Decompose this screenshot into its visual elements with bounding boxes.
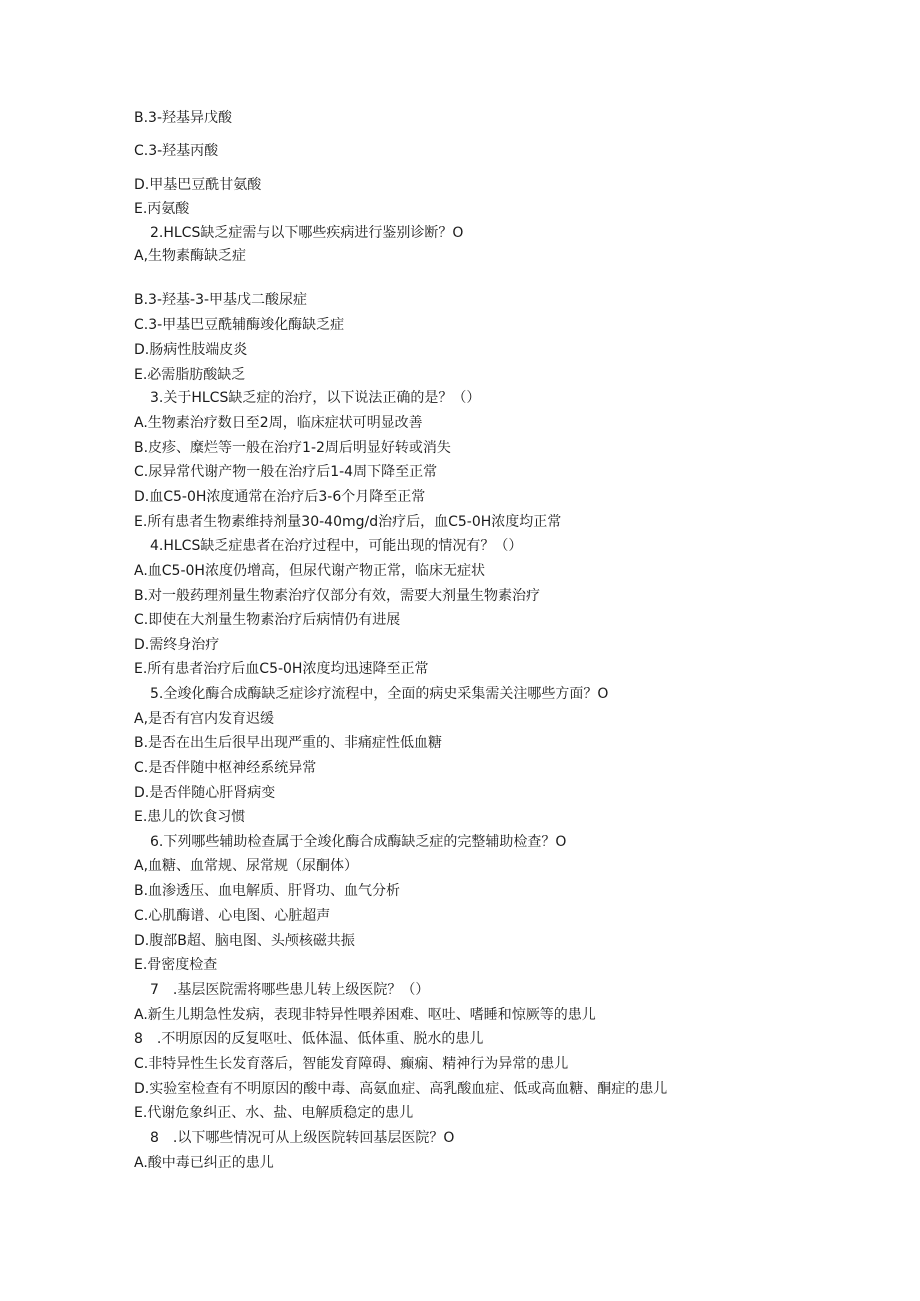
option-b-q6: B.血渗透压、血电解质、肝肾功、血气分析	[134, 883, 401, 899]
question-8: 8 .以下哪些情况可从上级医院转回基层医院？O	[150, 1130, 455, 1146]
question-4: 4.HLCS缺乏症患者在治疗过程中，可能出现的情况有？（）	[150, 538, 523, 554]
question-2: 2.HLCS缺乏症需与以下哪些疾病进行鉴别诊断？O	[150, 225, 464, 241]
question-7: 7 .基层医院需将哪些患儿转上级医院？（）	[150, 982, 430, 998]
option-e-q4: E.所有患者治疗后血C5-0H浓度均迅速降至正常	[134, 661, 429, 677]
option-b-q3: B.皮疹、糜烂等一般在治疗1-2周后明显好转或消失	[134, 440, 451, 456]
option-c-q4: C.即使在大剂量生物素治疗后病情仍有进展	[134, 612, 401, 628]
option-c-q3: C.尿异常代谢产物一般在治疗后1-4周下降至正常	[134, 464, 438, 480]
option-e-q6: E.骨密度检查	[134, 957, 218, 973]
option-b-q7: 8 .不明原因的反复呕吐、低体温、低体重、脱水的患儿	[134, 1031, 484, 1047]
option-a-q6: A,血糖、血常规、尿常规（尿酮体）	[134, 858, 359, 874]
option-a-q7: A.新生儿期急性发病，表现非特异性喂养困难、呕吐、嗜睡和惊厥等的患儿	[134, 1007, 596, 1023]
option-a-q3: A.生物素治疗数日至2周，临床症状可明显改善	[134, 415, 423, 431]
option-e-q7: E.代谢危象纠正、水、盐、电解质稳定的患儿	[134, 1105, 414, 1121]
question-5: 5.全竣化酶合成酶缺乏症诊疗流程中，全面的病史采集需关注哪些方面？O	[150, 686, 609, 702]
option-b-q1: B.3-羟基异戊酸	[134, 110, 233, 126]
option-c-q2: C.3-甲基巴豆酰辅酶竣化酶缺乏症	[134, 317, 345, 333]
option-e-q5: E.患儿的饮食习惯	[134, 809, 246, 825]
option-b-q2: B.3-羟基-3-甲基戊二酸尿症	[134, 292, 308, 308]
option-d-q3: D.血C5-0H浓度通常在治疗后3-6个月降至正常	[134, 489, 426, 505]
option-b-q5: B.是否在出生后很早出现严重的、非痛症性低血糖	[134, 735, 443, 751]
option-a-q8: A.酸中毒已纠正的患儿	[134, 1155, 274, 1171]
option-e-q1: E.丙氨酸	[134, 201, 190, 217]
option-e-q3: E.所有患者生物素维持剂量30-40mg∕d治疗后，血C5-0H浓度均正常	[134, 514, 562, 530]
question-3: 3.关于HLCS缺乏症的治疗，以下说法正确的是？（）	[150, 390, 481, 406]
option-a-q4: A.血C5-0H浓度仍增高，但尿代谢产物正常，临床无症状	[134, 563, 485, 579]
option-d-q6: D.腹部B超、脑电图、头颅核磁共振	[134, 933, 355, 949]
option-d-q2: D.肠病性肢端皮炎	[134, 342, 248, 358]
option-a-q2: A,生物素酶缺乏症	[134, 248, 247, 264]
question-6: 6.下列哪些辅助检查属于全竣化酶合成酶缺乏症的完整辅助检查？O	[150, 834, 567, 850]
option-c-q7: C.非特异性生长发育落后，智能发育障碍、癫痫、精神行为异常的患儿	[134, 1056, 569, 1072]
option-d-q7: D.实验室检查有不明原因的酸中毒、高氨血症、高乳酸血症、低或高血糖、酮症的患儿	[134, 1081, 668, 1097]
option-d-q4: D.需终身治疗	[134, 637, 220, 653]
option-c-q1: C.3-羟基丙酸	[134, 143, 219, 159]
option-d-q5: D.是否伴随心肝肾病变	[134, 785, 276, 801]
option-c-q6: C.心肌酶谱、心电图、心脏超声	[134, 908, 331, 924]
option-b-q4: B.对一般药理剂量生物素治疗仅部分有效，需要大剂量生物素治疗	[134, 588, 541, 604]
option-e-q2: E.必需脂肪酸缺乏	[134, 367, 246, 383]
option-c-q5: C.是否伴随中枢神经系统异常	[134, 760, 317, 776]
option-d-q1: D.甲基巴豆酰甘氨酸	[134, 177, 262, 193]
option-a-q5: A,是否有宫内发育迟缓	[134, 711, 275, 727]
